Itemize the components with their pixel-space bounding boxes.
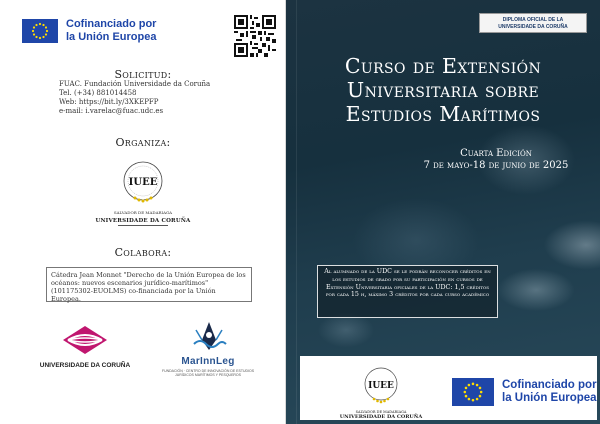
solicitud-heading: Solicitud: <box>114 68 172 81</box>
divider <box>118 225 168 226</box>
cover-panel <box>286 0 600 424</box>
eu-flag-icon <box>22 19 58 43</box>
qr-code-icon[interactable] <box>234 15 276 57</box>
edition-label: Cuarta Edición <box>460 148 532 159</box>
contact-phone[interactable]: Tel. (+34) 881014458 <box>59 89 137 97</box>
back-panel <box>0 0 286 424</box>
eu-cofunded-logo-cover <box>452 378 597 406</box>
course-dates: 7 de mayo-18 de junio de 2025 <box>423 160 569 171</box>
iuee-small-acronym: IUEE <box>368 381 394 391</box>
iuee-logo-small <box>360 366 402 406</box>
colabora-heading: Colabora: <box>114 246 172 259</box>
course-title: Curso de Extensión Universitaria sobre Estudios Marítimos <box>344 54 542 126</box>
organizer-university: UNIVERSIDADE DA CORUÑA <box>95 218 191 224</box>
contact-web-link[interactable]: Web: https://bit.ly/3XKEPFP <box>59 98 159 106</box>
solicitud-contact <box>59 80 210 116</box>
jean-monnet-box: Cátedra Jean Monnet "Derecho de la Unión Europea de los océanos: nuevos escenarios jurídico-marítimos" (101175302-EUOLMS) co-financiada por la Unión Europea. <box>46 267 252 302</box>
marinnleg-name: MarInnLeg <box>181 356 235 367</box>
eu-cofunded-text-cover: Cofinanciado por la Unión Europea <box>502 379 597 404</box>
iuee-logo <box>120 160 166 206</box>
cover-logo-strip <box>300 356 597 420</box>
udc-logo-icon <box>60 324 110 356</box>
edition-info <box>396 148 596 172</box>
marinnleg-subtitle: FUNDACIÓN · CENTRO DE INNOVACIÓN DE ESTUDIOS JURÍDICOS MARÍTIMOS Y PESQUEROS <box>161 369 255 377</box>
organiza-heading: Organiza: <box>115 136 171 149</box>
official-diploma-badge: DIPLOMA OFICIAL DE LA UNIVERSIDADE DA CORUÑA <box>479 13 587 33</box>
udc-logo-label: UNIVERSIDADE DA CORUÑA <box>39 362 131 369</box>
eu-flag-icon <box>452 378 494 406</box>
eu-cofunded-logo <box>22 18 156 44</box>
marinnleg-icon <box>190 320 228 352</box>
cover-university: SALVADOR DE MADARIAGA UNIVERSIDADE DA CORUÑA <box>339 410 423 420</box>
contact-org: FUAC. Fundación Universidade da Coruña <box>59 80 211 88</box>
eu-cofunded-text: Cofinanciado por la Unión Europea <box>66 18 157 43</box>
credits-note: Al alumnado de la UDC se le podrán reconocer créditos en los estudios de grado por su participación en cursos de Extensión Universitaria oficiales de la UDC: 1,5 créditos por cada 15 h, máximo 3 créditos por cada curso académico <box>317 265 498 318</box>
iuee-acronym: IUEE <box>128 177 158 188</box>
iuee-caption: SALVADOR DE MADARIAGA <box>113 210 173 215</box>
contact-email-link[interactable]: e-mail: i.varelac@fuac.udc.es <box>59 107 164 115</box>
